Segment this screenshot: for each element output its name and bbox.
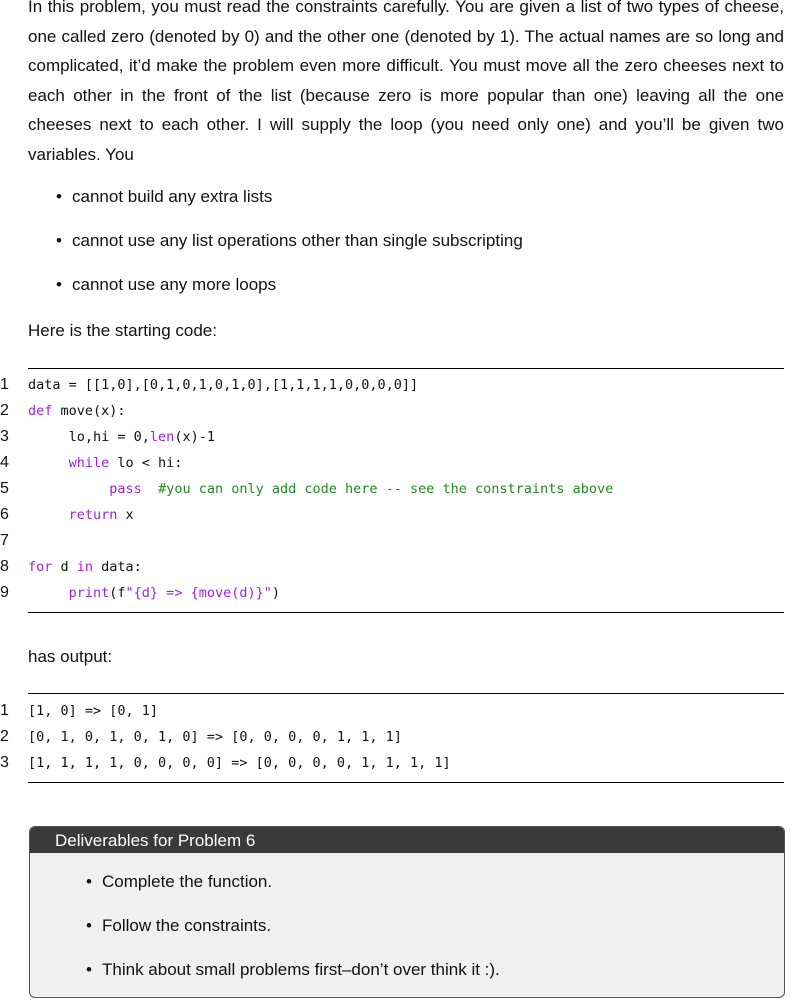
deliverable-item: • Complete the function. — [86, 872, 273, 891]
starting-code-label: Here is the starting code: — [28, 321, 217, 340]
deliverable-item: • Think about small problems first–don’t over think it :). — [86, 960, 500, 979]
output-line-1: 1 [1, 0] => [0, 1] — [0, 702, 159, 719]
bullet-icon: • — [56, 187, 62, 206]
output-line-2: 2 [0, 1, 0, 1, 0, 1, 0] => [0, 0, 0, 0, 1, 1, 1] — [0, 728, 402, 745]
constraint-item: • cannot build any extra lists — [56, 187, 273, 206]
code-line-4: 4 while lo < hi: — [0, 454, 183, 471]
deliverables-title: Deliverables for Problem 6 — [30, 827, 784, 853]
output-line-3: 3 [1, 1, 1, 1, 0, 0, 0, 0] => [0, 0, 0, 0, 1, 1, 1, 1] — [0, 754, 451, 771]
bullet-icon: • — [56, 275, 62, 294]
code-line-5: 5 pass #you can only add code here -- see the constraints above — [0, 480, 614, 497]
starting-code-block — [0, 368, 784, 613]
constraint-item: • cannot use any list operations other than single subscripting — [56, 231, 523, 250]
bullet-icon: • — [86, 960, 92, 979]
bullet-icon: • — [86, 872, 92, 891]
code-line-2: 2 def move(x): — [0, 402, 126, 419]
output-block — [0, 693, 784, 783]
deliverables-box — [29, 826, 785, 998]
bullet-icon: • — [86, 916, 92, 935]
code-line-6: 6 return x — [0, 506, 134, 523]
deliverable-item: • Follow the constraints. — [86, 916, 272, 935]
code-line-3: 3 lo,hi = 0,len(x)-1 — [0, 428, 215, 445]
intro-paragraph: In this problem, you must read the constraints carefully. You are given a list of two types of cheese, one called zero (denoted by 0) and the other one (denoted by 1). The actual names are so long and complicated, it’d make the problem even more difficult. You must move all the zero cheeses next to each other in the front of the list (because zero is more popular than one) leaving all the one cheeses next to each other. I will supply the loop (you need only one) and you’ll be given two variables. You — [28, 0, 784, 164]
code-line-7: 7 — [0, 532, 9, 549]
constraint-item: • cannot use any more loops — [56, 275, 277, 294]
code-line-8: 8 for d in data: — [0, 558, 142, 575]
code-line-1: 1 data = [[1,0],[0,1,0,1,0,1,0],[1,1,1,1,0,0,0,0]] — [0, 376, 419, 393]
output-label: has output: — [28, 647, 113, 666]
bullet-icon: • — [56, 231, 62, 250]
code-line-9: 9 print(f"{d} => {move(d)}") — [0, 584, 280, 601]
